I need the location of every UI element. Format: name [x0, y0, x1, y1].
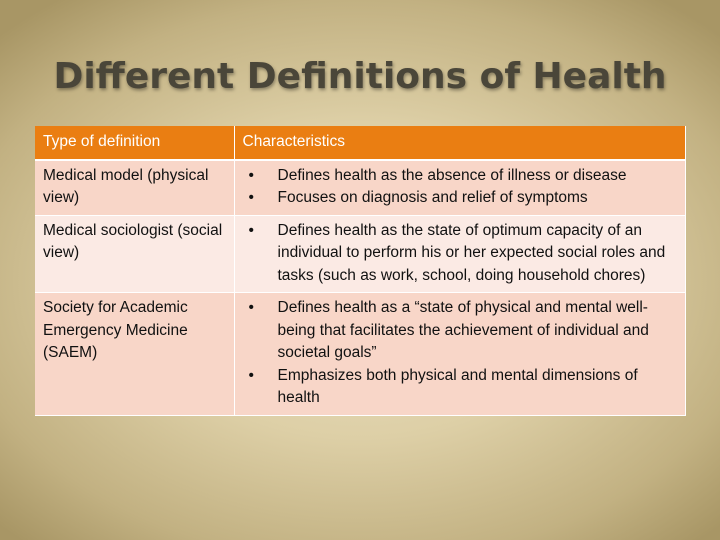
- bullet-icon: •: [248, 366, 254, 384]
- slide-title: Different Definitions of Health: [53, 56, 667, 97]
- characteristic-text: Defines health as the absence of illness or disease: [277, 166, 627, 184]
- header-characteristics: Characteristics: [234, 126, 685, 160]
- characteristic-item: [243, 297, 677, 365]
- characteristics-list: [243, 165, 677, 210]
- bullet-icon: •: [248, 221, 254, 239]
- characteristic-text: Defines health as a “state of physical and mental well-being that facilitates the achievement of individual and societal goals”: [277, 299, 649, 361]
- bullet-icon: •: [248, 299, 254, 316]
- characteristic-item: [243, 220, 677, 288]
- characteristic-item: [243, 365, 677, 410]
- characteristics-cell: [234, 215, 685, 293]
- characteristics-list: [243, 220, 677, 288]
- definition-type-cell: Society for Academic Emergency Medicine (SAEM): [35, 293, 234, 416]
- characteristic-item: [243, 165, 677, 188]
- table-header-row: [35, 126, 685, 160]
- characteristics-cell: [234, 160, 685, 216]
- table-row-medical-sociologist: [35, 215, 685, 293]
- characteristic-text: Defines health as the state of optimum capacity of an individual to perform his or her expected social roles and tasks (such as work, school, doing household chores): [277, 221, 666, 284]
- header-type-of-definition: Type of definition: [35, 126, 234, 160]
- table-row-saem: [35, 293, 685, 416]
- characteristics-cell: [234, 293, 685, 416]
- table-row-medical-model: [35, 160, 685, 216]
- characteristic-text: Emphasizes both physical and mental dimensions of health: [277, 366, 638, 406]
- characteristics-list: [243, 297, 677, 410]
- definition-type-cell: Medical model (physical view): [35, 160, 234, 216]
- definition-type-cell: Medical sociologist (social view): [35, 215, 234, 293]
- characteristic-text: Focuses on diagnosis and relief of symptoms: [277, 189, 588, 206]
- definitions-table: [35, 126, 686, 416]
- bullet-icon: •: [248, 189, 254, 206]
- characteristic-item: [243, 187, 677, 210]
- bullet-icon: •: [248, 166, 254, 184]
